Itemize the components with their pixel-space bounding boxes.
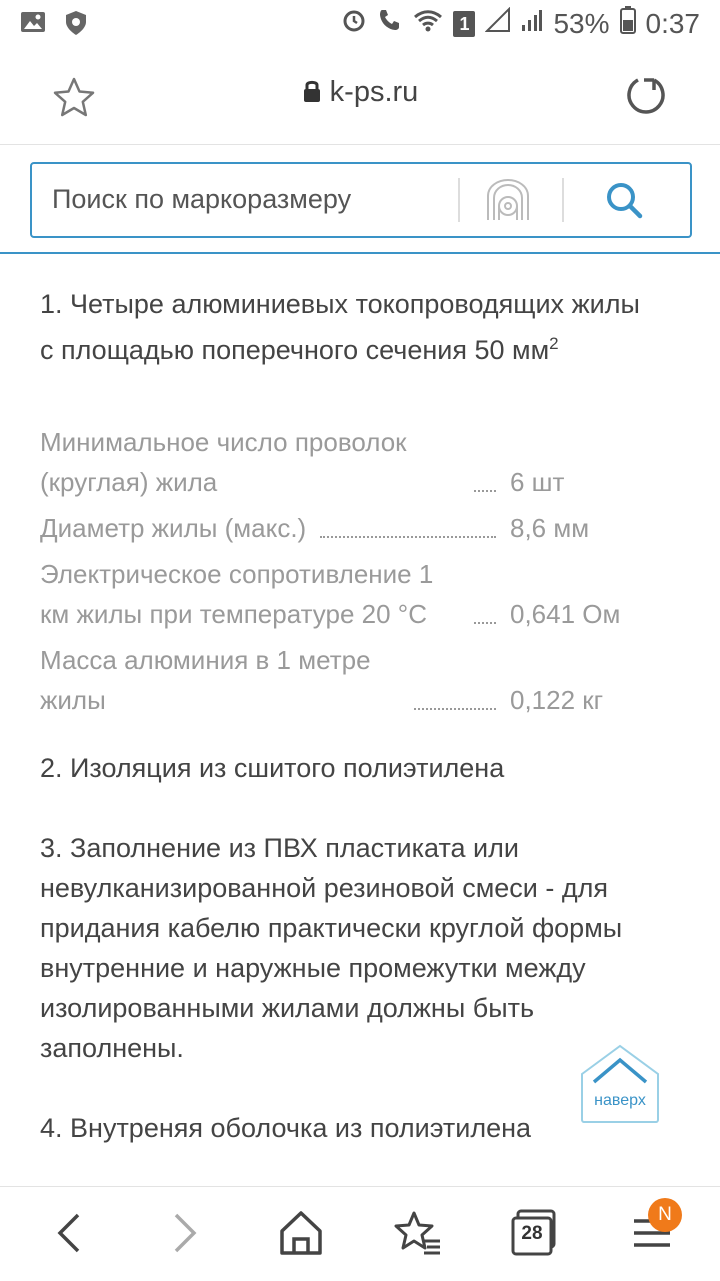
house-shape-icon [580, 1044, 660, 1124]
menu-notification-badge: N [648, 1198, 682, 1232]
dot-leader [474, 622, 496, 624]
separator [458, 178, 460, 222]
status-bar [0, 0, 720, 48]
item-2: 2. Изоляция из сшитого полиэтилена [40, 753, 505, 783]
home-icon [278, 1244, 324, 1261]
battery-icon [620, 6, 636, 41]
spec-value: 8,6 мм [510, 513, 590, 543]
lock-icon [302, 78, 322, 112]
item-3: 3. Заполнение из ПВХ пластиката или невулканизированной резиновой смеси - для придания кабелю практически круглой формы внутренние и наружные промежутки между изолированными жилами должны быть заполнены. [40, 833, 623, 1063]
reload-icon [624, 105, 668, 122]
item-1-text: 1. Четыре алюминиевых токопроводящих жилы с площадью поперечного сечения 50 мм [40, 289, 640, 365]
back-to-top-button[interactable] [580, 1044, 660, 1124]
superscript: 2 [549, 334, 559, 353]
search-button[interactable] [602, 178, 646, 227]
spec-value: 6 шт [510, 467, 565, 497]
dot-leader [474, 490, 496, 492]
shield-notification-icon [64, 10, 88, 41]
gallery-notification-icon [20, 10, 46, 41]
item-1-title [40, 284, 640, 370]
item-4: 4. Внутреняя оболочка из полиэтилена [40, 1113, 532, 1143]
browser-url-bar [0, 48, 720, 145]
wifi-icon [413, 8, 443, 40]
dot-leader [414, 708, 496, 710]
reload-button[interactable] [624, 74, 668, 123]
separator [562, 178, 564, 222]
back-button[interactable] [50, 1209, 90, 1262]
chevron-right-icon [164, 1244, 204, 1261]
spec-label: Электрическое сопротивление 1 км жилы при температуре 20 °C [40, 559, 434, 629]
address-field[interactable] [0, 76, 720, 112]
search-icon [602, 209, 646, 226]
spec-row [40, 422, 640, 502]
spec-list-real [40, 422, 640, 1148]
tabs-button[interactable] [510, 1209, 558, 1262]
spec-value: 0,122 кг [510, 685, 604, 715]
cable-reel-icon [484, 209, 532, 226]
signal-icon [521, 7, 543, 40]
chevron-left-icon [50, 1244, 90, 1261]
header-divider [0, 252, 720, 254]
spec-label: Минимальное число проволок (круглая) жила [40, 427, 407, 497]
spec-row [40, 508, 640, 548]
spec-row [40, 640, 640, 720]
url-text: k-ps.ru [329, 76, 419, 108]
tabs-count: 28 [521, 1223, 543, 1244]
clock: 0:37 [645, 7, 700, 39]
forward-button[interactable] [164, 1209, 204, 1262]
search-input[interactable] [50, 178, 454, 220]
star-list-icon [394, 1244, 442, 1261]
bottom-navigation [0, 1186, 720, 1281]
wifi-calling-icon [377, 7, 403, 40]
spec-label: Масса алюминия в 1 метре жилы [40, 645, 371, 715]
dot-leader [320, 536, 496, 538]
search-box [30, 162, 692, 238]
alarm-icon [341, 7, 367, 40]
battery-percent: 53% [553, 7, 610, 39]
bookmarks-button[interactable] [394, 1209, 442, 1262]
spec-label: Диаметр жилы (макс.) [40, 513, 307, 543]
back-to-top-label: наверх [594, 1092, 646, 1109]
spec-row [40, 554, 640, 634]
signal-empty-icon [485, 7, 511, 40]
spec-value: 0,641 Ом [510, 599, 621, 629]
sim-slot-icon: 1 [453, 11, 475, 37]
hamburger-menu-icon [630, 1244, 674, 1261]
cable-reel-button[interactable] [484, 178, 532, 227]
home-button[interactable] [278, 1209, 324, 1262]
